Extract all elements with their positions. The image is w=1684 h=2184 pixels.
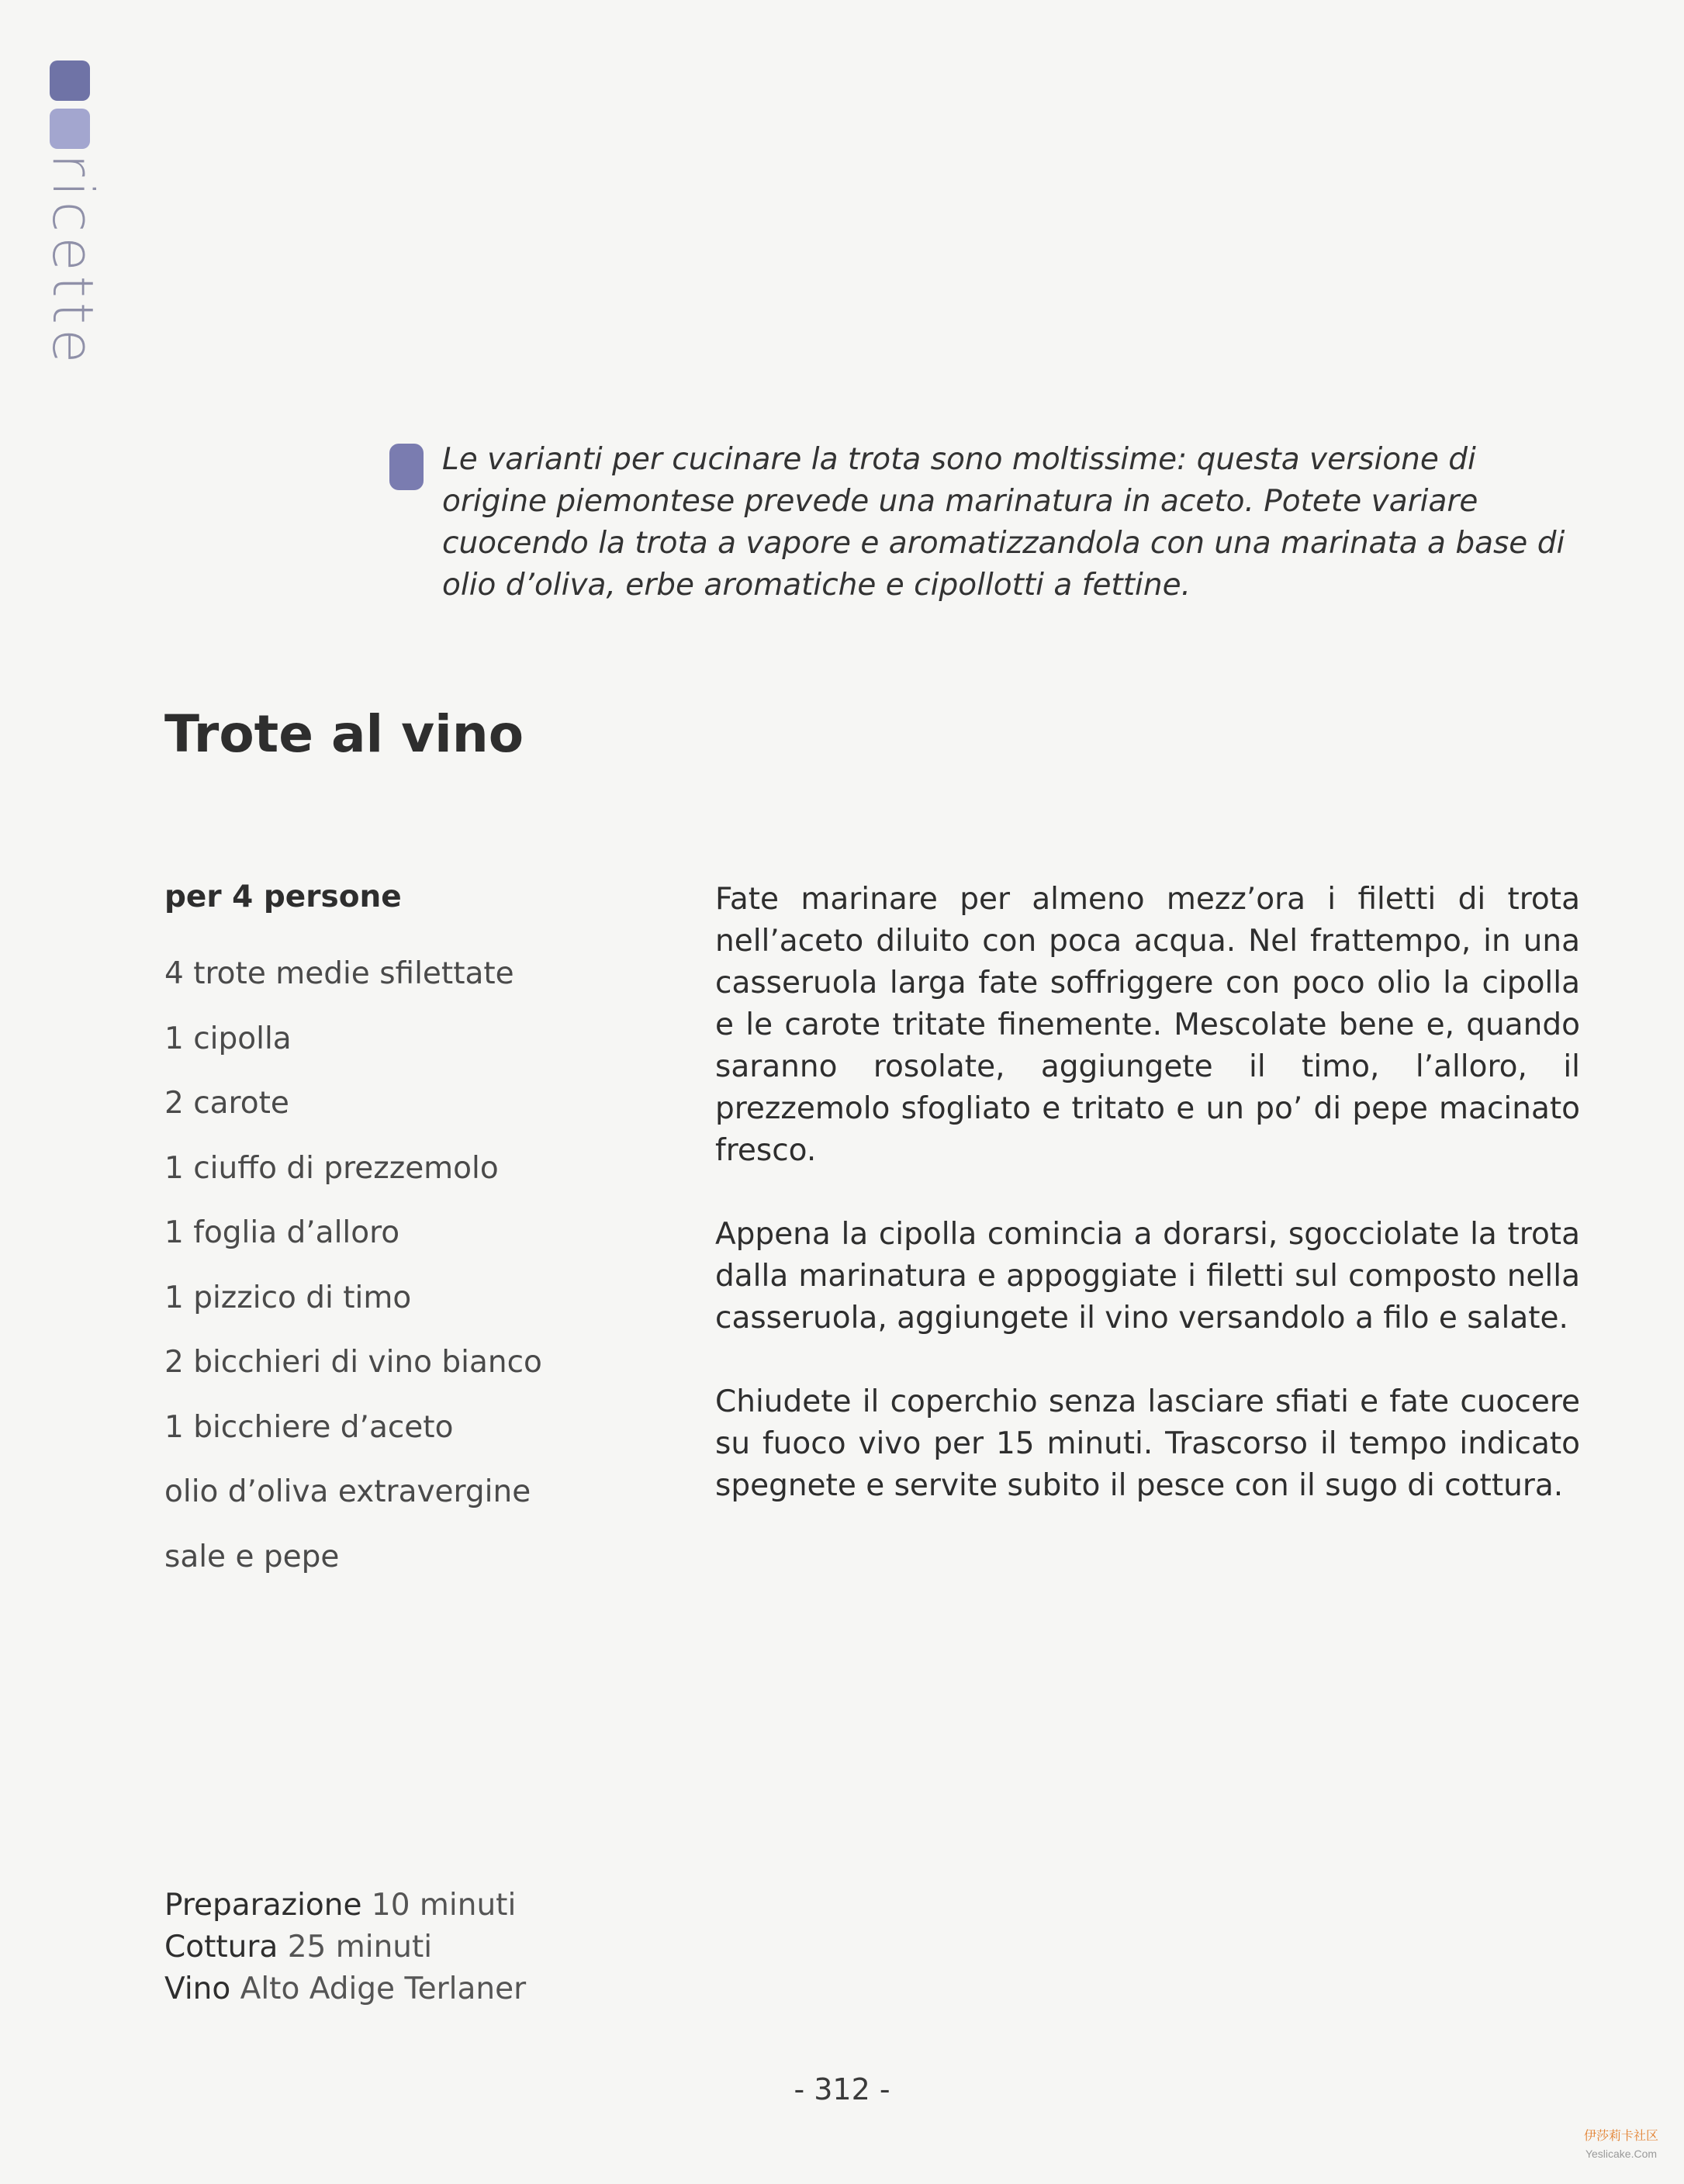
watermark-line-1: 伊莎莉卡社区 bbox=[1583, 2130, 1658, 2143]
prep-label: Preparazione bbox=[164, 1888, 362, 1923]
intro-note: Le varianti per cucinare la trota sono moltissime: questa versione di origine piemontese prevede una marinatura in aceto. Potete variare cuocendo la trota a vapore e aromatizzandola con una marinata a base di olio d’oliva, erbe aromatiche e cipollotti a fettine. bbox=[442, 442, 1565, 603]
watermark bbox=[1567, 2128, 1675, 2162]
cook-time bbox=[164, 1927, 526, 1968]
intro-bullet-icon bbox=[389, 444, 424, 490]
watermark-line-2: Yeslicake.Com bbox=[1585, 2148, 1658, 2160]
ingredient-item: 1 bicchiere d’aceto bbox=[164, 1409, 454, 1445]
method-paragraph: Fate marinare per almeno mezz’ora i filetti di trota nell’aceto diluito con poca acqua. Nel frattempo, in una casseruola larga fate soffriggere con poco olio la cipolla e le carote tritate finemente. Mescolate bene e, quando saranno rosolate, aggiungete il timo, l’alloro, il prezzemolo sfogliato e tritato e un po’ di pepe macinato fresco. bbox=[715, 882, 1580, 1168]
cook-value: 25 minuti bbox=[287, 1930, 433, 1965]
wine-pairing bbox=[164, 1968, 526, 2010]
ingredient-item: 1 ciuffo di prezzemolo bbox=[164, 1150, 499, 1186]
ingredient-item: 2 carote bbox=[164, 1086, 289, 1121]
method-text bbox=[715, 879, 1580, 1549]
page-number: - 312 - bbox=[794, 2072, 890, 2106]
prep-value: 10 minuti bbox=[371, 1888, 517, 1923]
section-label: ricette bbox=[40, 154, 105, 368]
marker-square-dark bbox=[50, 60, 90, 101]
ingredient-item: 1 pizzico di timo bbox=[164, 1280, 412, 1315]
prep-time bbox=[164, 1885, 526, 1927]
method-paragraph: Appena la cipolla comincia a dorarsi, sgocciolate la trota dalla marinatura e appoggiate i filetti sul composto nella casseruola, aggiungete il vino versandolo a filo e salate. bbox=[715, 1217, 1580, 1336]
servings: per 4 persone bbox=[164, 879, 402, 914]
wine-value: Alto Adige Terlaner bbox=[240, 1971, 527, 2006]
recipe-meta bbox=[164, 1885, 526, 2010]
wine-label: Vino bbox=[164, 1971, 231, 2006]
ingredient-item: 2 bicchieri di vino bianco bbox=[164, 1345, 542, 1380]
method-paragraph: Chiudete il coperchio senza lasciare sfiati e fate cuocere su fuoco vivo per 15 minuti. Trascorso il tempo indicato spegnete e servite subito il pesce con il sugo di cottura. bbox=[715, 1384, 1580, 1503]
ingredient-item: 1 foglia d’alloro bbox=[164, 1215, 400, 1250]
ingredient-item: olio d’oliva extravergine bbox=[164, 1474, 531, 1509]
ingredient-item: 1 cipolla bbox=[164, 1021, 292, 1056]
section-marker bbox=[50, 60, 96, 157]
recipe-title: Trote al vino bbox=[164, 704, 524, 764]
ingredients-list bbox=[164, 942, 542, 1589]
marker-square-light bbox=[50, 109, 90, 149]
cook-label: Cottura bbox=[164, 1930, 278, 1965]
ingredient-item: sale e pepe bbox=[164, 1539, 340, 1574]
ingredient-item: 4 trote medie sfilettate bbox=[164, 956, 514, 991]
